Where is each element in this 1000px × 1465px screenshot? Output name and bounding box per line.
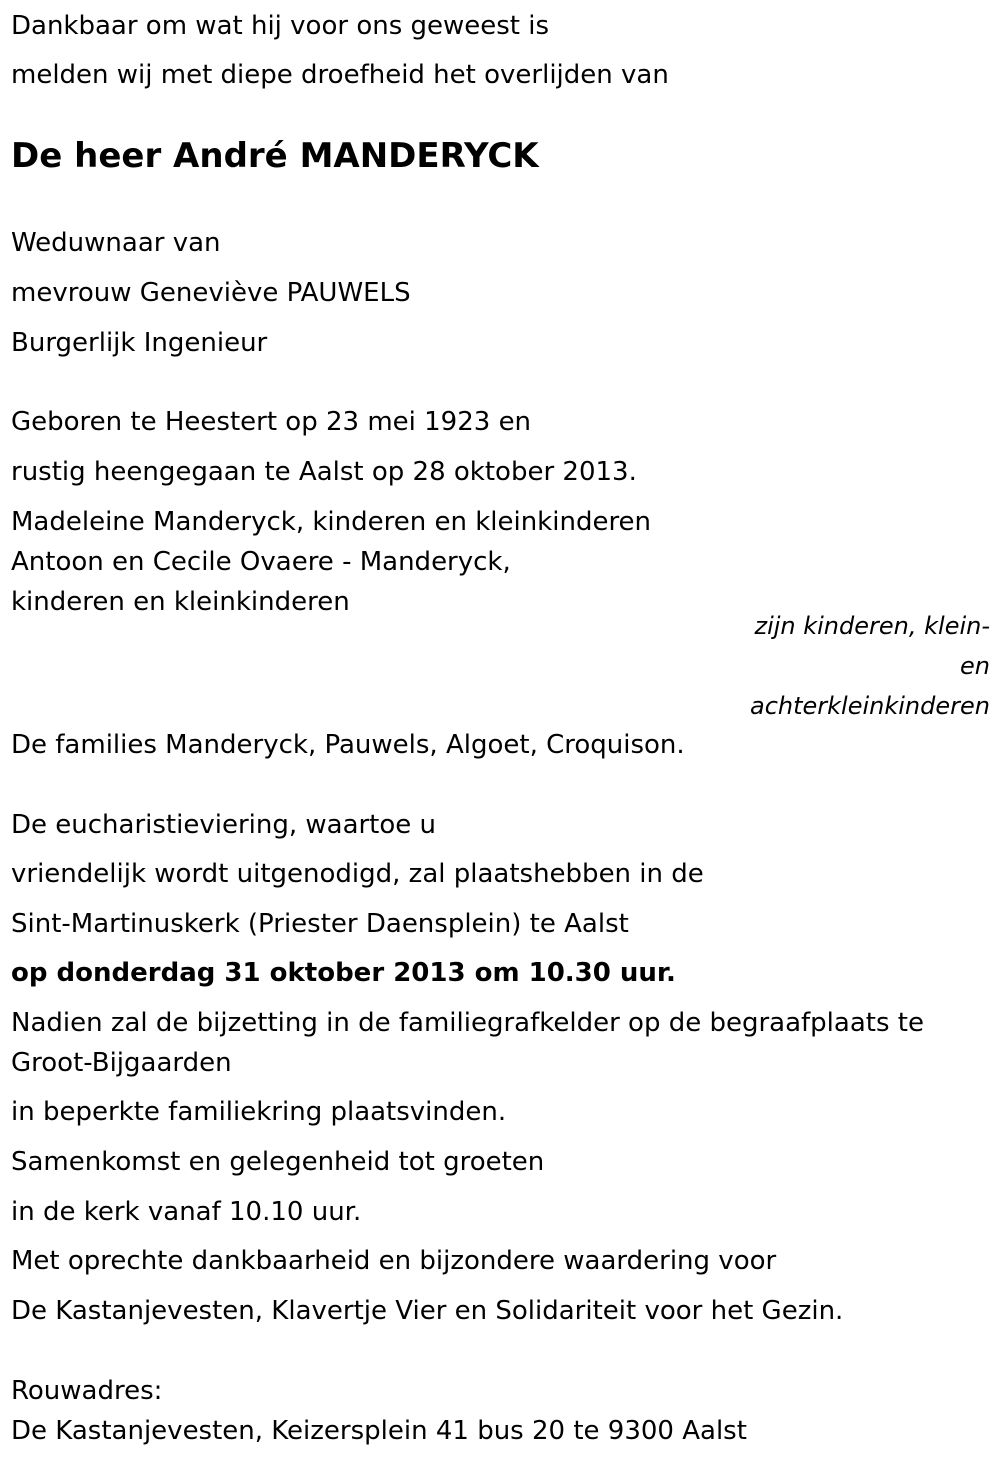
burial-line-2: Groot-Bijgaarden (11, 1048, 232, 1078)
thanks-line-2: De Kastanjevesten, Klavertje Vier en Solidariteit voor het Gezin. (11, 1296, 844, 1326)
relation-line-3: achterkleinkinderen (750, 692, 990, 720)
address-label: Rouwadres: (11, 1376, 163, 1406)
widower-label: Weduwnaar van (11, 228, 221, 258)
families-line: De families Manderyck, Pauwels, Algoet, Croquison. (11, 730, 685, 760)
burial-line-1: Nadien zal de bijzetting in de familiegrafkelder op de begraafplaats te (11, 1008, 924, 1038)
ceremony-line-3: Sint-Martinuskerk (Priester Daensplein) te Aalst (11, 909, 629, 939)
greeting-line-2: in de kerk vanaf 10.10 uur. (11, 1197, 362, 1227)
thanks-line-1: Met oprechte dankbaarheid en bijzondere waardering voor (11, 1246, 777, 1276)
birth-line: Geboren te Heestert op 23 mei 1923 en (11, 407, 532, 437)
relation-line-1: zijn kinderen, klein- (754, 612, 990, 640)
mourner-line-3: kinderen en kleinkinderen (11, 587, 350, 617)
relation-line-2: en (960, 652, 990, 680)
profession: Burgerlijk Ingenieur (11, 328, 268, 358)
ceremony-line-2: vriendelijk wordt uitgenodigd, zal plaatshebben in de (11, 859, 704, 889)
mourner-line-2: Antoon en Cecile Ovaere - Manderyck, (11, 547, 511, 577)
burial-line-3: in beperkte familiekring plaatsvinden. (11, 1097, 507, 1127)
death-line: rustig heengegaan te Aalst op 28 oktober 2013. (11, 457, 637, 487)
ceremony-datetime: op donderdag 31 oktober 2013 om 10.30 uur. (11, 958, 676, 988)
deceased-name: De heer André MANDERYCK (11, 136, 539, 176)
greeting-line-1: Samenkomst en gelegenheid tot groeten (11, 1147, 545, 1177)
address-value: De Kastanjevesten, Keizersplein 41 bus 20 te 9300 Aalst (11, 1416, 747, 1446)
ceremony-line-1: De eucharistieviering, waartoe u (11, 810, 437, 840)
spouse-name: mevrouw Geneviève PAUWELS (11, 278, 411, 308)
mourner-line-1: Madeleine Manderyck, kinderen en kleinkinderen (11, 507, 652, 537)
intro-line-2: melden wij met diepe droefheid het overlijden van (11, 60, 669, 90)
relation-note (630, 606, 990, 726)
intro-line-1: Dankbaar om wat hij voor ons geweest is (11, 11, 550, 41)
